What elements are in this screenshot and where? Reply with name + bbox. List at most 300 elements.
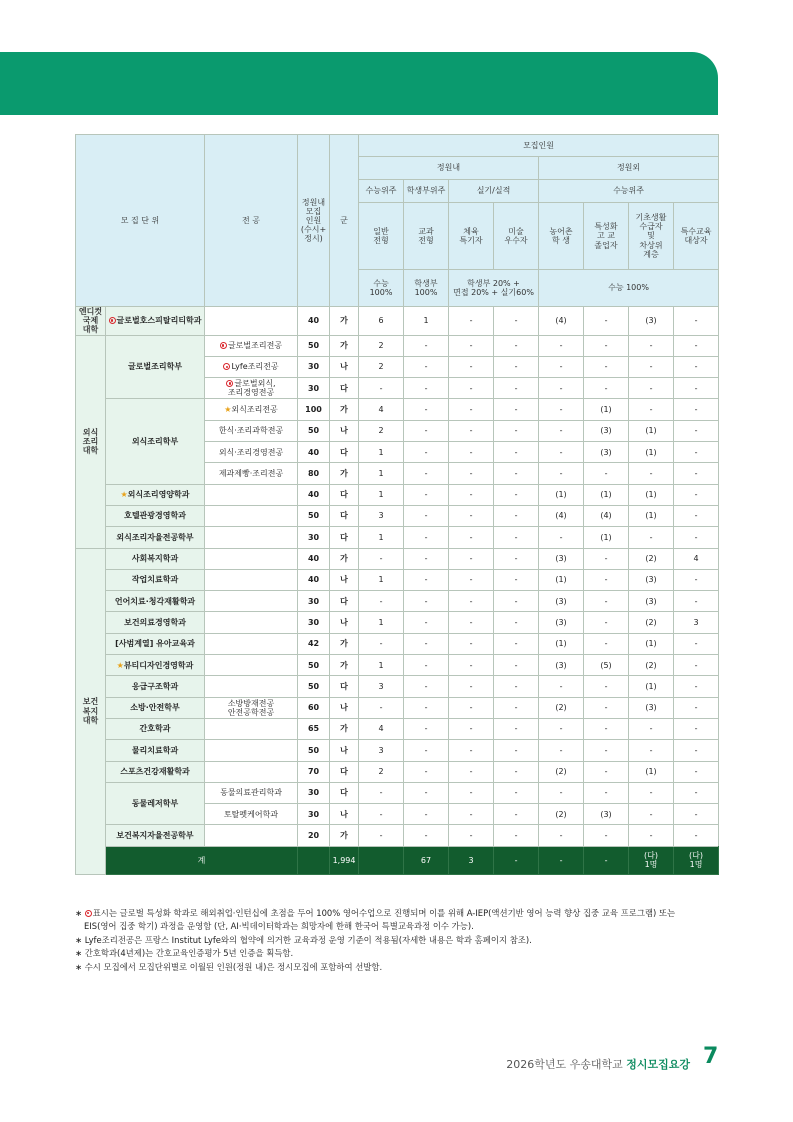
value-cell [359,420,404,441]
value-cell-text: - [469,575,473,585]
gun-cell-text: 나 [340,575,348,585]
unit-cell-text: 사회복지학과 [131,554,179,564]
value-cell-text: (2) [645,554,657,564]
gun-cell-text: 다 [340,767,348,777]
quota-cell-text: 50 [307,681,320,691]
unit-cell-text: 동물레저학부 [131,799,179,808]
value-cell [629,335,674,356]
footnote-text: 수시 모집에서 모집단위별로 이월된 인원(정원 내)은 정시모집에 포함하여 선발함. [84,961,383,972]
col-subject: 교과 전형 [404,203,449,270]
table-row [76,307,719,336]
total-value [449,846,494,874]
value-cell-text: - [559,341,563,351]
major-cell [205,804,298,825]
value-cell-text: - [604,617,608,627]
value-cell-text: 3 [378,511,384,521]
major-cell [205,740,298,761]
value-cell [674,399,719,420]
value-cell [674,378,719,399]
value-cell-text: (1) [645,447,657,457]
value-cell [584,378,629,399]
quota-cell-text: 65 [307,724,320,734]
value-cell [494,356,539,377]
value-cell-text: - [694,447,698,457]
value-cell [449,527,494,548]
value-cell [629,740,674,761]
value-cell-text: (1) [645,767,657,777]
unit-cell-text: 글로벌조리학부 [127,362,183,372]
table-row [76,399,719,420]
quota-cell-text: 50 [307,426,320,436]
value-cell-text: - [469,405,473,414]
major-cell [205,463,298,484]
gun-cell-text: 가 [340,660,348,670]
footnote [75,934,720,947]
gun-cell-text: 다 [340,596,348,606]
value-cell-text: - [424,745,428,755]
total-value-text: 3 [468,855,474,865]
value-cell-text: (1) [600,490,612,500]
value-cell [449,633,494,654]
value-cell-text: - [559,426,563,436]
table-header [76,135,719,307]
value-cell-text: - [694,639,698,649]
footnote [75,947,720,960]
total-label-text: 계 [197,855,206,865]
gun-cell [330,740,359,761]
value-cell [584,591,629,612]
value-cell-text: - [604,788,608,798]
value-cell [404,399,449,420]
value-cell [539,612,584,633]
col-farm: 농어촌 학 생 [539,203,584,270]
table-row [76,335,719,356]
value-cell [404,420,449,441]
unit-cell [106,335,205,399]
value-cell [539,633,584,654]
college-cell [76,307,106,336]
value-cell-text: - [424,341,428,351]
value-cell [359,612,404,633]
value-cell-text: - [604,767,608,777]
footnote-text: Lyfe조리전공은 프랑스 Institut Lyfe와의 협약에 의거한 교육과정 운영 기준이 적용됨(자세한 내용은 학과 홈페이지 참조). [84,934,532,945]
global-mark-icon [223,363,230,370]
value-cell-text: (3) [555,660,567,670]
quota-cell-text: 30 [307,383,320,393]
value-cell [449,463,494,484]
value-cell-text: - [514,639,518,649]
unit-cell [106,591,205,612]
gun-cell [330,356,359,377]
quota-cell-text: 60 [307,703,320,713]
gun-cell-text: 나 [340,745,348,755]
major-cell-text: Lyfe조리전공 [231,362,279,372]
table-row [76,633,719,654]
value-cell-text: 2 [378,767,384,777]
col-sports: 체육 특기자 [449,203,494,270]
value-cell-text: - [424,830,428,840]
value-cell-text: - [469,362,473,372]
total-row [76,846,719,874]
quota-cell-text: 50 [307,511,320,521]
quota-cell [298,761,330,782]
value-cell-text: - [514,724,518,734]
total-gun [359,846,404,874]
quota-cell [298,420,330,441]
value-cell-text: (2) [555,703,567,713]
value-cell-text: - [379,383,383,393]
gun-cell-text: 다 [340,681,348,691]
value-cell-text: - [559,830,563,840]
value-cell [539,761,584,782]
value-cell-text: 4 [693,554,699,564]
header-gun: 군 [330,135,359,307]
value-cell-text: (2) [645,660,657,670]
value-cell-text: - [424,447,428,457]
value-cell [404,697,449,718]
value-cell-text: - [379,788,383,798]
gun-cell-text: 가 [340,830,348,840]
footnote-text: 표시는 글로벌 특성화 학과로 해외취업·인턴십에 초점을 두어 100% 영어수업으로 진행되며 이를 위해 A-IEP(액션기반 영어 능력 향상 집중 교육 프로그램) 또는 [92,908,676,918]
quota-cell [298,335,330,356]
total-value-text: - [604,855,608,865]
value-cell-text: (3) [555,617,567,627]
quota-cell [298,442,330,463]
gun-cell [330,633,359,654]
major-cell [205,676,298,697]
value-cell-text: - [379,809,383,819]
unit-cell [106,697,205,718]
table-row [76,825,719,846]
value-cell-text: (3) [600,809,612,819]
value-cell [494,569,539,590]
unit-cell-text: 물리치료학과 [131,745,179,755]
value-cell [404,633,449,654]
header-record: 학생부위주 [404,180,449,203]
value-cell [539,527,584,548]
col-special: 특수교육 대상자 [674,203,719,270]
value-cell-text: (1) [645,639,657,649]
value-cell-text: - [559,405,563,414]
value-cell [584,804,629,825]
value-cell [359,718,404,739]
gun-cell-text: 가 [340,724,348,734]
gun-cell [330,307,359,336]
value-cell-text: - [604,362,608,372]
value-cell-text: - [694,341,698,351]
value-cell [539,825,584,846]
table-row [76,591,719,612]
gun-cell-text: 가 [340,554,348,564]
major-cell [205,697,298,718]
value-cell [404,718,449,739]
value-cell [674,335,719,356]
header-suneung: 수능위주 [359,180,404,203]
value-cell-text: - [424,426,428,436]
value-cell-text: - [559,681,563,691]
value-cell [359,378,404,399]
value-cell-text: - [469,554,473,564]
header-practical: 실기/실적 [449,180,539,203]
global-mark-icon [109,317,116,324]
quota-cell [298,633,330,654]
value-cell [539,335,584,356]
value-cell-text: - [694,511,698,521]
value-cell-text: 1 [378,447,384,457]
value-cell-text: - [514,788,518,798]
value-cell [674,569,719,590]
value-cell [629,505,674,526]
header-quota: 정원내 모집 인원 (수시+ 정시) [298,135,330,307]
value-cell-text: 4 [378,724,384,734]
gun-cell-text: 가 [340,405,348,414]
col-art: 미술 우수자 [494,203,539,270]
value-cell [539,740,584,761]
value-cell [629,307,674,336]
unit-cell [106,825,205,846]
value-cell-text: - [424,639,428,649]
table-row [76,697,719,718]
value-cell-text: - [379,639,383,649]
value-cell-text: - [694,767,698,777]
value-cell [674,761,719,782]
header-major: 전 공 [205,135,298,307]
value-cell-text: - [514,745,518,755]
global-mark-icon [220,342,227,349]
value-cell-text: - [649,341,653,351]
value-cell [584,463,629,484]
gun-cell [330,399,359,420]
unit-cell-text: 호텔관광경영학과 [124,511,186,521]
gun-cell-text: 가 [340,341,348,351]
value-cell [359,591,404,612]
value-cell-text: - [559,383,563,393]
value-cell [629,591,674,612]
value-cell [404,804,449,825]
value-cell-text: (1) [645,681,657,691]
value-cell-text: - [514,703,518,713]
value-cell [449,356,494,377]
value-cell [629,484,674,505]
quota-cell [298,505,330,526]
value-cell [539,307,584,336]
value-cell-text: - [469,660,473,670]
value-cell-text: 1 [378,575,384,585]
gun-cell [330,442,359,463]
gun-cell-text: 나 [340,809,348,819]
total-value [629,846,674,874]
value-cell [674,463,719,484]
value-cell [539,569,584,590]
gun-cell-text: 나 [340,426,348,436]
value-cell [494,442,539,463]
value-cell [674,548,719,569]
major-cell-text: 제과제빵·조리전공 [218,468,284,478]
gun-cell-text: 가 [340,468,348,478]
value-cell-text: - [604,383,608,393]
value-cell-text: (1) [555,639,567,649]
value-cell [449,378,494,399]
value-cell [539,442,584,463]
major-cell [205,505,298,526]
header-recruit: 모집인원 [359,135,719,157]
value-cell-text: - [424,383,428,393]
gun-cell-text: 다 [340,532,348,542]
total-value [674,846,719,874]
footnote [75,961,720,974]
quota-cell-text: 50 [307,341,320,351]
value-cell-text: - [649,830,653,840]
value-cell [539,782,584,803]
value-cell-text: - [424,575,428,585]
value-cell-text: - [424,362,428,372]
value-cell-text: - [604,639,608,649]
quota-cell [298,655,330,676]
quota-cell [298,782,330,803]
major-cell [205,527,298,548]
value-cell [584,718,629,739]
value-cell [629,378,674,399]
value-cell-text: 1 [378,617,384,627]
major-cell [205,718,298,739]
gun-cell-text: 나 [340,362,348,372]
value-cell [629,527,674,548]
gun-cell-text: 나 [340,703,348,713]
value-cell [449,420,494,441]
quota-cell [298,740,330,761]
quota-cell [298,548,330,569]
value-cell-text: - [424,596,428,606]
value-cell-text: - [694,490,698,500]
value-cell [629,804,674,825]
value-cell [404,569,449,590]
value-cell [494,633,539,654]
value-cell [359,463,404,484]
college-cell-text: 엔디컷 국제 대학 [78,307,103,335]
total-value-text: - [514,855,518,865]
total-quota-text: 1,994 [332,855,356,865]
value-cell [494,782,539,803]
value-cell-text: - [514,767,518,777]
footnote-continued: EIS(영어 집중 학기) 과정을 운영함 (단, AI·빅데이터학과는 희망자에 한해 한국어 특별교육과정 이수 가능). [84,921,474,932]
value-cell [404,782,449,803]
bullet: ∗ [75,908,85,918]
value-cell [449,697,494,718]
value-cell [404,676,449,697]
value-cell-text: - [604,745,608,755]
major-cell [205,633,298,654]
value-cell-text: - [469,447,473,457]
value-cell-text: - [424,532,428,542]
value-cell-text: (4) [600,511,612,521]
unit-cell [106,782,205,825]
value-cell [359,697,404,718]
unit-cell-text: 외식조리영양학과 [127,490,190,500]
quota-cell-text: 80 [307,468,320,478]
value-cell-text: - [694,316,698,326]
value-cell [494,378,539,399]
value-cell [584,527,629,548]
major-cell-text: 글로벌조리전공 [227,341,283,351]
value-cell-text: - [559,724,563,734]
major-cell [205,655,298,676]
major-cell-text: 한식·조리과학전공 [218,426,284,436]
major-cell [205,378,298,399]
value-cell [539,484,584,505]
value-cell-text: - [604,468,608,478]
table-row [76,484,719,505]
table-row [76,740,719,761]
table-row [76,527,719,548]
gun-cell [330,420,359,441]
global-mark-icon [85,910,92,917]
value-cell [494,307,539,336]
value-cell [494,761,539,782]
star-icon: ★ [116,660,124,670]
header-unit: 모 집 단 위 [76,135,205,307]
value-cell [629,655,674,676]
gun-cell [330,825,359,846]
unit-cell [106,548,205,569]
value-cell-text: (3) [600,426,612,436]
value-cell [584,697,629,718]
value-cell-text: (3) [645,575,657,585]
value-cell [449,335,494,356]
unit-cell [106,527,205,548]
value-cell [674,420,719,441]
quota-cell [298,527,330,548]
value-cell-text: - [649,383,653,393]
value-cell-text: (4) [555,511,567,521]
value-cell [539,356,584,377]
college-cell-text: 외식 조리 대학 [82,427,99,456]
value-cell [494,591,539,612]
gun-cell-text: 다 [340,383,348,393]
gun-cell [330,804,359,825]
footer-highlight: 정시모집요강 [626,1058,690,1071]
quota-cell-text: 42 [307,639,320,649]
value-cell [629,761,674,782]
quota-cell-text: 40 [307,554,320,564]
value-cell-text: - [514,405,518,414]
value-cell [404,527,449,548]
value-cell [494,740,539,761]
quota-cell-text: 20 [307,830,320,840]
gun-cell-text: 다 [340,447,348,457]
value-cell [584,761,629,782]
value-cell [584,569,629,590]
unit-cell-text: 스포츠건강재활학과 [120,767,190,777]
value-cell-text: (5) [600,660,612,670]
total-quota [330,846,359,874]
value-cell-text: - [424,490,428,500]
table-body [76,307,719,875]
value-cell-text: - [469,809,473,819]
gun-cell [330,591,359,612]
quota-cell-text: 30 [307,788,320,798]
value-cell-text: - [694,745,698,755]
value-cell [629,356,674,377]
major-cell-text: 토탈펫케어학과 [223,809,279,819]
value-cell [494,505,539,526]
gun-cell-text: 다 [340,788,348,798]
value-cell-text: (3) [645,703,657,713]
value-cell [539,591,584,612]
value-cell [359,399,404,420]
value-cell-text: - [514,426,518,436]
value-cell [539,548,584,569]
value-cell [449,569,494,590]
